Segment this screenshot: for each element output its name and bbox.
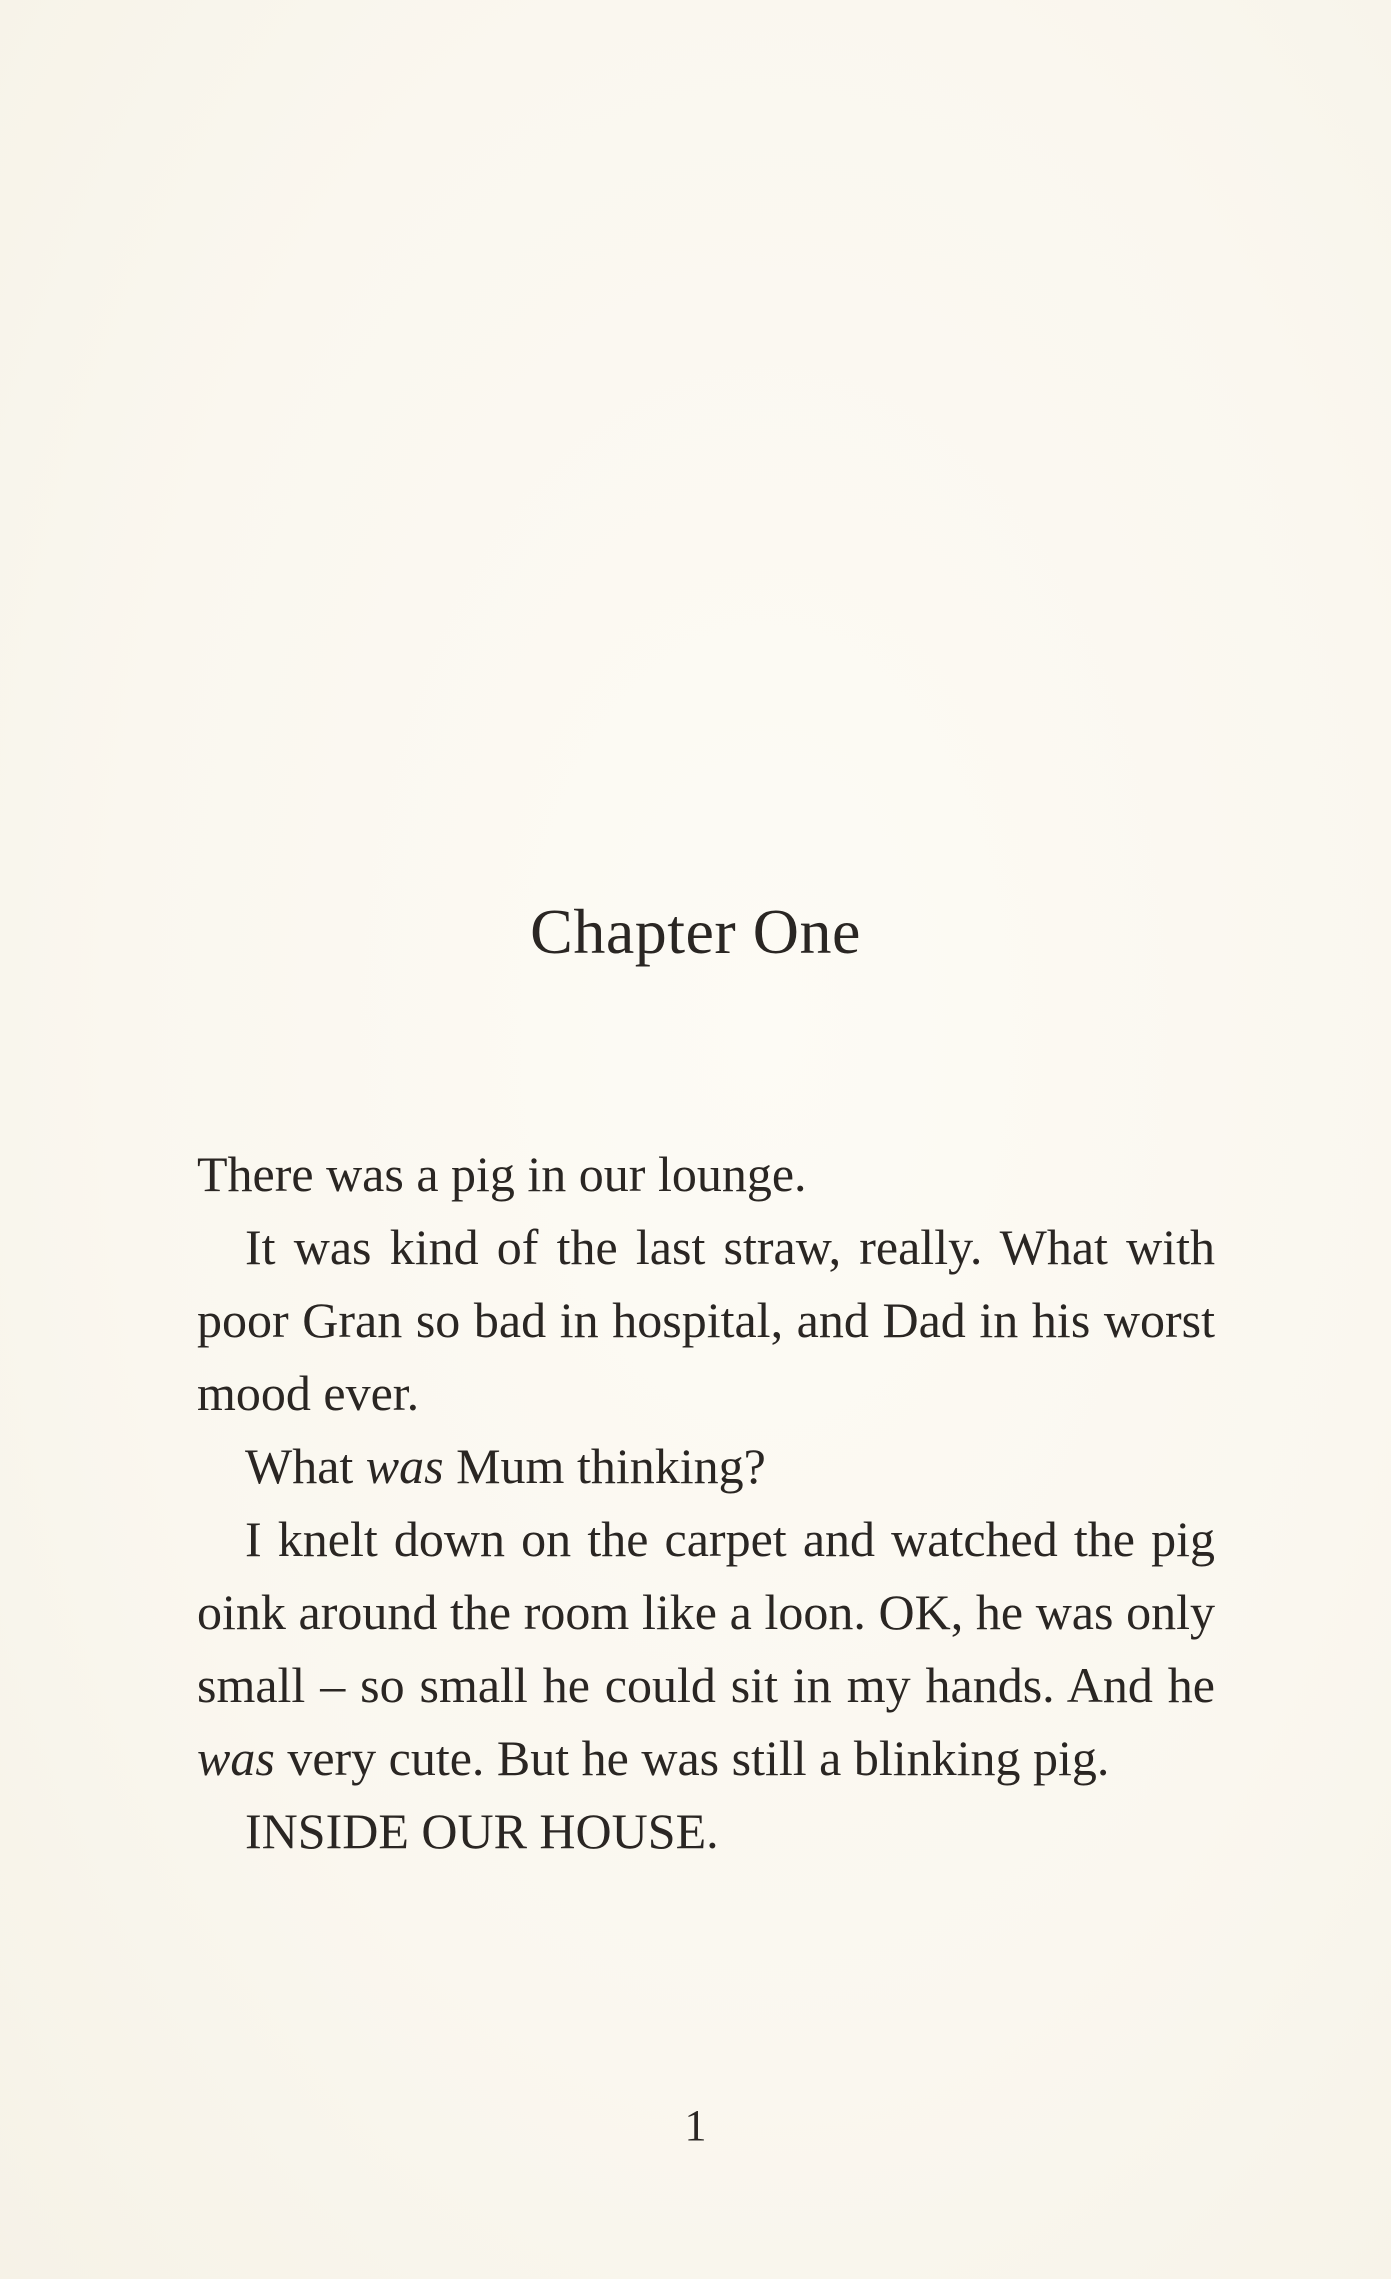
paragraph-3-after: Mum thinking? <box>443 1438 766 1494</box>
paragraph-3-emphasis: was <box>365 1438 444 1494</box>
paragraph-4-emphasis: was <box>197 1730 275 1786</box>
paragraph-4 <box>197 1503 1215 1795</box>
paragraph-4-after: very cute. But he was still a blinking pig. <box>274 1730 1110 1786</box>
paragraph-2: It was kind of the last straw, really. What with poor Gran so bad in hospital, and Dad in his worst mood ever. <box>197 1219 1215 1421</box>
chapter-body <box>197 1138 1215 1868</box>
paragraph-4-before: I knelt down on the carpet and watched the pig oink around the room like a loon. OK, he was only small – so small he could sit in my hands. And he <box>197 1511 1215 1713</box>
paragraph-1: There was a pig in our lounge. <box>197 1146 807 1202</box>
paragraph-5: INSIDE OUR HOUSE. <box>245 1803 719 1859</box>
chapter-title: Chapter One <box>530 896 861 967</box>
paragraph-3 <box>197 1430 1215 1503</box>
paragraph-3-before: What <box>245 1438 366 1494</box>
page-number: 1 <box>684 2101 707 2150</box>
